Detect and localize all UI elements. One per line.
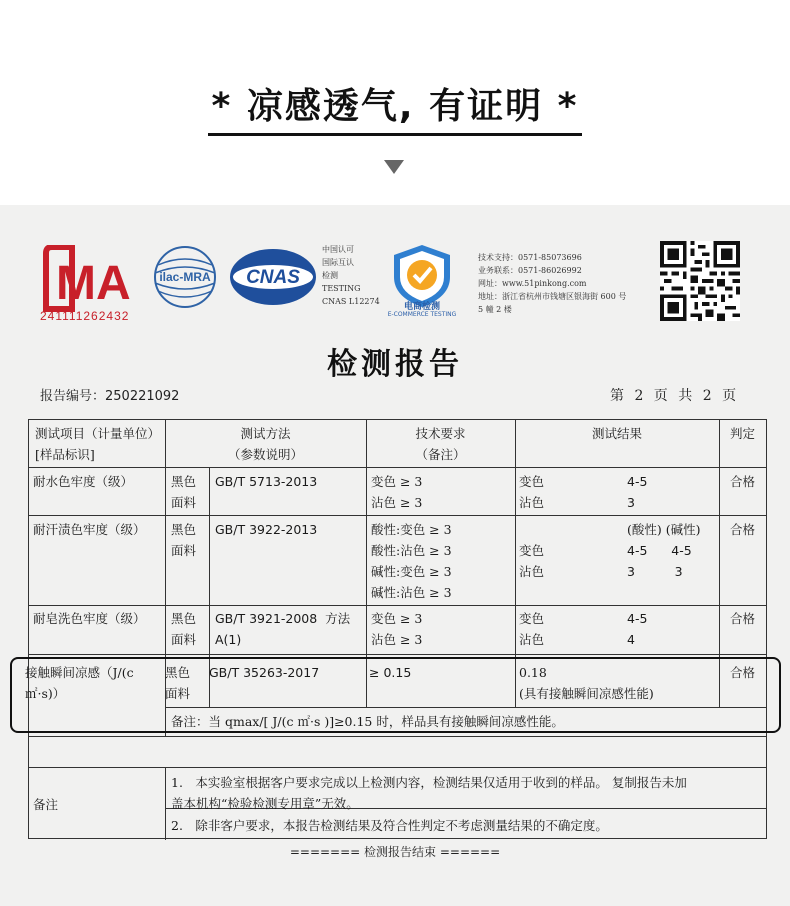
report-end: ======= 检测报告结束 ====== — [289, 845, 501, 859]
row2-result-header: (酸性) (碱性) — [627, 522, 701, 537]
notes-text-2: 2. 除非客户要求，本报告检测结果及符合性判定不考虑测量结果的不确定度。 — [171, 818, 608, 833]
highlight-frame — [10, 657, 781, 733]
row1-method: GB/T 5713-2013 — [215, 474, 318, 489]
row2-requirement: 酸性:变色 ≥ 3 酸性:沾色 ≥ 3 碱性:变色 ≥ 3 碱性:沾色 ≥ 3 — [371, 522, 452, 600]
row2-verdict: 合格 — [729, 522, 755, 537]
page-info: 第 2 页 共 2 页 — [610, 388, 737, 404]
row1-result-labels: 变色 沾色 — [519, 474, 545, 510]
cnas-text: CNAS — [246, 267, 300, 288]
row4-method: GB/T 35263-2017 — [209, 665, 320, 680]
ecom-subtitle: E-COMMERCE TESTING — [387, 311, 457, 318]
cnas-caption: 中国认可 国际互认 检测 TESTING CNAS L12274 — [322, 245, 380, 306]
row4-result: 0.18 (具有接触瞬间凉感性能) — [519, 665, 654, 701]
results-table — [25, 419, 767, 839]
cma-logo — [42, 245, 142, 315]
row2-result-labels: 变色 沾色 — [519, 543, 545, 579]
row2-result-values: 4-5 4-5 3 3 — [627, 543, 692, 579]
row4-verdict: 合格 — [729, 665, 755, 680]
report-number: 报告编号：250221092 — [40, 389, 180, 404]
row3-result-values: 4-5 4 — [627, 611, 648, 647]
down-arrow-icon — [384, 160, 404, 174]
notes-text: 1. 本实验室根据客户要求完成以上检测内容，检测结果仅适用于收到的样品。 复制报告未加 盖本机构“检验检测专用章”无效。 — [171, 775, 687, 811]
row1-sample: 黑色 面料 — [171, 474, 197, 510]
row3-item: 耐皂洗色牢度（级） — [33, 611, 146, 626]
row1-verdict: 合格 — [729, 474, 755, 489]
ilac-mra-logo — [150, 245, 220, 309]
ilac-text: ilac-MRA — [159, 270, 211, 284]
row1-result-values: 4-5 3 — [627, 474, 648, 510]
row3-result-labels: 变色 沾色 — [519, 611, 545, 647]
row1-item: 耐水色牢度（级） — [33, 474, 134, 489]
row3-requirement: 变色 ≥ 3 沾色 ≥ 3 — [371, 611, 423, 647]
header-result: 测试结果 — [591, 426, 642, 441]
header-method: 测试方法 （参数说明） — [227, 426, 303, 462]
cma-text: MA — [56, 257, 131, 310]
header-item: 测试项目（计量单位） [样品标识] — [35, 426, 161, 462]
test-report — [0, 205, 790, 906]
row4-item: 接触瞬间凉感（J/(c ㎡·s)） — [25, 665, 134, 701]
row4-requirement: ≥ 0.15 — [369, 665, 412, 680]
row4-remark: 备注：当 qmax/[ J/(c ㎡·s )]≥0.15 时，样品具有接触瞬间凉感性能。 — [171, 714, 564, 729]
row2-item: 耐汗渍色牢度（级） — [33, 522, 146, 537]
contact-info: 技术支持：0571-85073696 业务联系：0571-86026992 网址：www.51pinkong.com 地址：浙江省杭州市钱塘区银海街 600 号 5 幢 2 楼 — [478, 253, 627, 314]
qr-code-icon — [660, 241, 740, 321]
cma-number: 241111262432 — [40, 309, 130, 323]
cnas-logo — [228, 247, 318, 307]
report-title: 检测报告 — [327, 347, 463, 382]
row3-sample: 黑色 面料 — [171, 611, 197, 647]
row3-verdict: 合格 — [729, 611, 755, 626]
headline-text: * 凉感透气, 有证明 * — [208, 78, 583, 136]
row2-method: GB/T 3922-2013 — [215, 522, 318, 537]
headline — [0, 78, 790, 136]
row2-sample: 黑色 面料 — [171, 522, 197, 558]
row3-method: GB/T 3921-2008 方法 A(1) — [215, 611, 351, 647]
header-verdict: 判定 — [729, 426, 755, 441]
row1-requirement: 变色 ≥ 3 沾色 ≥ 3 — [371, 474, 423, 510]
row4-sample: 黑色 面料 — [165, 665, 191, 701]
header-requirement: 技术要求 （备注） — [415, 426, 466, 462]
notes-label: 备注 — [33, 797, 59, 812]
ecom-title: 电商检测 — [403, 302, 440, 312]
